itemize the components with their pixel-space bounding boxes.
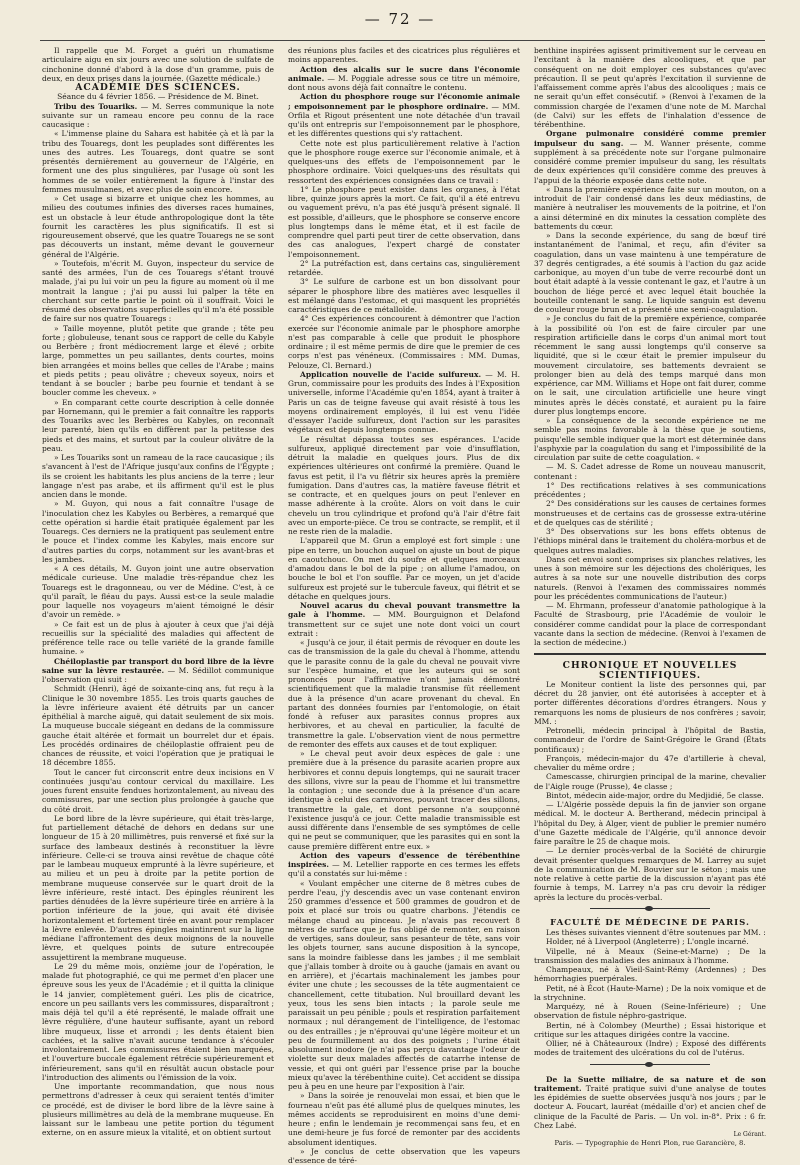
paragraph-text: — M. Letellier rapporte en ces termes les effets qu'il a constatés sur lui-même : — [288, 860, 520, 879]
paragraph — [534, 1002, 766, 1021]
paragraph-text: « Dans la première expérience faite sur un mouton, on a introduit de l'air condensé dans les deux médiastins, de manière à neutraliser les mouvements de la poitrine, et l'on a ainsi déterminé en dix minutes la cessation complète des battements du cœur. — [534, 184, 766, 231]
paragraph-text: — L'Algérie possède depuis la fin de janvier son organe médical. M. le docteur A. Bertherand, médecin principal à l'hôpital du Dey, à Alger, vient de publier le premier numéro d'une Gazette médicale de l'Algérie, qu'il annonce devoir faire paraître le 25 de chaque mois. — [534, 800, 766, 846]
paragraph-text: « A ces détails, M. Guyon joint une autre observation médicale curieuse. Une maladie très-répandue chez les Touaregs est le dragonneau, ou ver de Médine. C'est, à ce qu'il paraît, le fléau du pays. Aussi est-ce la seule maladie pour laquelle nos voyageurs m'aient témoigné le désir d'avoir un remède. » — [42, 564, 274, 620]
paragraph-text: — M. Poggiale adresse sous ce titre un mémoire, dont nous avons déjà fait connaître le contenu. — [288, 73, 520, 92]
paragraph-text: Dans cet envoi sont comprises six planches relatives, les unes à son mémoire sur les déjections des cholériques, les autres à sa note sur une nouvelle distribution des corps naturels. (Renvoi à l'examen des commissaires nommés pour les précédentes communications de l'auteur.) — [534, 554, 766, 601]
runin-title: Action des alcalis sur le sucre dans l'économie animale. — [288, 64, 520, 83]
paragraph — [534, 1021, 766, 1040]
paragraph-text: Champeaux, né à Vieil-Saint-Rémy (Ardennes) ; Des hémorrhagies puerpérales. — [534, 965, 766, 984]
paragraph-text: » En comparant cette courte description à celle donnée par Hornemann, qui le premier a fait connaître les rapports des Touariks avec les Berbères ou Kabyles, on reconnaît leur parenté, bien qu'ils en diffèrent par la petitesse des pieds et des mains, et surtout par la couleur olivâtre de la peau. — [42, 397, 274, 453]
paragraph-text: » Taille moyenne, plutôt petite que grande ; tête peu forte ; globuleuse, tenant sous ce rapport de celle du Kabyle ou Berbère ; front médiocrement large et élevé ; orbite large, pommettes un peu saillantes, dents courtes, moins bien arrangées et moins belles que celles de l'Arabe ; mains et pieds petits ; peau olivâtre ; cheveux soyeux, noirs et tendant à se boucler ; barbe peu fournie et tendant à se boucler comme les cheveux. » — [42, 323, 274, 398]
paragraph — [534, 937, 766, 946]
paragraph-text: — M. Serres communique la note suivante sur un rameau encore peu connu de la race caucasique : — [42, 101, 274, 129]
paragraph-text: FACULTÉ DE MÉDECINE DE PARIS. — [550, 917, 750, 928]
paragraph — [288, 1147, 520, 1165]
paragraph-text: L'appareil que M. Grun a employé est fort simple : une pipe en terre, un bouchon auquel on ajuste un bout de pique en caoutchouc. On met du soufre et quelques morceaux d'amadou dans le bol de la pipe ; on allume l'amadou, on bouche le bol et l'on souffle. Par ce moyen, un jet d'acide sulfureux est projeté sur le tubercule faveux, qui flétrit et se détache en quelques jours. — [288, 536, 520, 601]
paragraph — [288, 185, 520, 259]
paragraph — [288, 1091, 520, 1147]
paragraph-text: 3° Le sulfure de carbone est un bon dissolvant pour séparer le phosphore libre des matières avec lesquelles il est mélangé dans l'estomac, et qui masquent les propriétés caractéristiques de ce métalloïde. — [288, 277, 520, 314]
section-heading — [42, 83, 274, 92]
paragraph-text: — M. Wanner présente, comme supplément à sa précédente note sur l'organe pulmonaire considéré comme premier impulseur du sang, les résultats de deux expériences qu'il considère comme des preuves à l'appui de la théorie exposée dans cette note. — [534, 138, 766, 185]
paragraph-text: 1° Le phosphore peut exister dans les organes, à l'état libre, quinze jours après la mort. Ce fait, qu'il a été entrevu ou vaguement prévu, n'a pas été jusqu'à présent signalé. Il est possible, d'ailleurs, que le phosphore se conserve encore plus longtemps dans le même état, et il est facile de comprendre quel parti peut tirer de cette observation, dans des cas analogues, l'expert chargé de constater l'empoisonnement. — [288, 184, 520, 259]
paragraph — [534, 947, 766, 966]
paragraph-text: « L'immense plaine du Sahara est habitée çà et là par la tribu des Touaregs, dont les peuplades sont différentes les unes des autres. Les Touaregs, dont quatre se sont présentés dernièrement au gouverneur de l'Algérie, en forment une des plus singulières, par l'usage où sont les hommes de se voiler entièrement la figure à l'instar des femmes musulmanes, et avec plus de soin encore. — [42, 129, 274, 194]
paragraph-text: Bertin, né à Colombey (Meurthe) ; Essai historique et critique sur les attaques dirigées contre la vaccine. — [534, 1020, 766, 1039]
paragraph — [288, 46, 520, 65]
paragraph-text: 2° Des considérations sur les causes de certaines formes monstrueuses et de certains cas de grossesse extra-utérine et de quelques cas de stérilité ; — [534, 499, 766, 527]
runin-title: Nouvel acarus du cheval pouvant transmettre la gale à l'homme. — [288, 601, 520, 620]
paragraph — [42, 1082, 274, 1138]
paragraph-text: Petit, né à Écot (Haute-Marne) ; De la noix vomique et de la strychnine. — [534, 983, 766, 1002]
runin-title: Action des vapeurs d'essence de térébenthine inspirées. — [288, 850, 520, 869]
runin-title: Chéiloplastie par transport du bord libre de la lèvre saine sur la lèvre restaurée. — [42, 656, 274, 675]
paragraph — [42, 564, 274, 620]
paragraph-text: » Dans la seconde expérience, du sang de bœuf tiré instantanément de l'animal, et reçu, afin d'éviter sa coagulation, dans un vase maintenu à une température de 37 degrés centigrades, a été soumis à l'action du gaz acide carbonique, au moyen d'un tube de verre recourbé dont un bout était adapté à la vessie contenant le gaz, et l'autre à un bouchon de liége percé et avec lequel était bouchée la bouteille contenant le sang. Le liquide sanguin est devenu de couleur rouge brun et a présenté une semi-coagulation. — [534, 231, 766, 314]
section-heading — [534, 661, 766, 680]
column-left — [42, 46, 274, 1138]
paragraph-text: Camescasse, chirurgien principal de la marine, chevalier de l'Aigle rouge (Prusse), 4e classe ; — [534, 772, 766, 791]
runin-title: Tribu des Touariks. — [54, 101, 138, 111]
paragraph — [42, 398, 274, 454]
paragraph — [534, 555, 766, 601]
paragraph-text: Paris. — Typographie de Henri Plon, rue Garancière, 8. — [554, 1139, 746, 1148]
paragraph-text: » Les Touariks sont un rameau de la race caucasique ; ils s'avancent à l'est de l'Afrique jusqu'aux confins de l'Égypte ; ils se croient les habitants les plus anciens de la terre ; leur langage n'est pas arabe, et ils affirment qu'il est le plus ancien dans le monde. — [42, 453, 274, 499]
paragraph-text: » M. Guyon, qui nous a fait connaître l'usage de l'inoculation chez les Kabyles ou Berbères, a remarqué que cette opération si hardie était pratiquée également par les Touaregs. Ces derniers ne la pratiquent pas seulement entre le pouce et l'index comme les Kabyles, mais encore sur d'autres parties du corps, notamment sur les avant-bras et les jambes. — [42, 499, 274, 564]
paragraph — [534, 481, 766, 500]
paragraph — [534, 416, 766, 462]
paragraph — [288, 92, 520, 138]
paragraph-text: « Voulant empêcher une citerne de 8 mètres cubes de perdre l'eau, j'y descendis avec un vase contenant environ 250 grammes d'essence et 500 grammes de goudron et de poix et placé sur trois ou quatre charbons. J'étendis ce mélange chaud au pinceau. Je n'avais pas recouvert 8 mètres de surface que je fus obligé de remonter, en raison de vertiges, sans douleur, sans pesanteur de tête, sans voir les objets tourner, sans aucune disposition à la syncope, sans la moindre faiblesse dans les jambes ; il me semblait que j'allais tomber à droite ou à gauche (jamais en avant ou en arrière), et j'écartais machinalement les jambes pour éviter une chute ; les secousses de la tête augmentaient ce chancellement, cette titubation. Nul brouillard devant les yeux, tous les sens bien intacts ; la parole seule me paraissait un peu pénible ; pouls et respiration parfaitement normaux ; nul dérangement de l'intelligence, de l'estomac ou des entrailles ; je n'éprouvai qu'une légère moiteur et un peu de fourmillement au dos des poignets ; l'urine était absolument inodore (je n'ai pas perçu davantage l'odeur de violette sur deux malades affectés de catarrhe intense de vessie, et qui ont guéri par l'essence prise par la bouche mieux qu'avec la térébenthine cuite). Cet accident se dissipa peu à peu en une heure par l'exposition à l'air. — [288, 878, 520, 1091]
imprint-line — [534, 1139, 766, 1148]
paragraph — [534, 1075, 766, 1131]
paragraph — [534, 527, 766, 555]
column-right — [534, 46, 766, 1148]
paragraph-text: benthine inspirées agissent primitivement sur le cerveau en l'excitant à la manière des alcooliques, et que par conséquent on ne doit employer ces substances qu'avec précaution. Il se peut qu'après l'excitation il survienne de l'affaissement comme après l'abus des alcooliques ; mais ce ne serait qu'un effet consécutif. » (Renvoi à l'examen de la commission chargée de l'examen d'une note de M. Marchal (de Calvi) sur les effets de l'inhalation d'essence de térébenthine. — [534, 46, 766, 129]
paragraph-text: — MM. Orfila et Rigout présentent une note détachée d'un travail qu'ils ont entrepris sur l'empoisonnement par le phosphore, et les différentes questions qui s'y rattachent. — [288, 101, 521, 139]
paragraph — [288, 65, 520, 93]
paragraph-text: Schmidt (Henri), âgé de soixante-cinq ans, fut reçu à la Clinique le 30 novembre 1855. Les trois quarts gauches de la lèvre inférieure avaient été détruits par un cancer épithélial à marche aiguë, qui datait seulement de six mois. La muqueuse buccale siégeant en dedans de la commissure gauche était altérée et formait un bourrelet dur et épais. Les procédés ordinaires de chéiloplastie offraient peu de chances de réussite, et voici l'opération que je pratiquai le 18 décembre 1855. — [42, 684, 274, 768]
paragraph-text: Cette note est plus particulièrement relative à l'action que le phosphore rouge exerce sur l'économie animale, et à quelques-uns des effets de l'empoisonnement par le phosphore ordinaire. Voici quelques-uns des résultats qui ressortent des expériences consignées dans ce travail : — [288, 138, 520, 185]
paragraph-text: » Ce fait est un de plus à ajouter à ceux que j'ai déjà recueillis sur la spécialité des maladies qui affectent de préférence telle race ou telle variété de la grande famille humaine. » — [42, 619, 274, 657]
paragraph-text: Le 29 du même mois, onzième jour de l'opération, le malade fut photographié, ce qui me permet d'en placer une épreuve sous les yeux de l'Académie ; et il quitta la clinique le 14 janvier, complètement guéri. Les plis de cicatrice, encore un peu saillants vers les commissures, disparaîtront ; mais déjà tel qu'il a été représenté, le malade offrait une lèvre régulière, d'une hauteur suffisante, ayant un rebord libre muqueux, lisse et arrondi ; les dents étaient bien cachées, et la salive n'avait aucune tendance à s'écouler involontairement. Les commissures étaient bien marquées, et l'ouverture buccale également rétrécie supérieurement et inférieurement, sans qu'il en résultât aucun obstacle pour l'introduction des aliments ou l'émission de la voix. — [42, 961, 274, 1082]
paragraph — [288, 370, 520, 435]
section-divider — [590, 908, 710, 913]
gerant-line — [534, 1130, 766, 1139]
paragraph — [42, 46, 274, 83]
paragraph — [42, 129, 274, 194]
paragraph — [534, 791, 766, 800]
paragraph — [288, 638, 520, 749]
paragraph — [42, 102, 274, 130]
paragraph-text: 3° Des observations sur les bons effets obtenus de l'éthiops minéral dans le traitement du choléra-morbus et de quelques autres maladies. — [534, 527, 766, 555]
paragraph — [288, 139, 520, 185]
paragraph — [42, 768, 274, 814]
paragraph-text: Ollier, né à Châteauroux (Indre) ; Exposé des différents modes de traitement des ulcérations du col de l'utérus. — [534, 1039, 766, 1058]
paragraph-text: Traité pratique suivi d'une analyse de toutes les épidémies de suette observées jusqu'à nos jours ; par le docteur A. Foucart, lauréat (médaille d'or) et ancien chef de clinique de la Faculté de Paris. — Un vol. in-8°. Prix : 6 fr. Chez Labé. — [534, 1083, 766, 1130]
paragraph — [534, 499, 766, 527]
paragraph — [534, 772, 766, 791]
paragraph-text: Une importante recommandation, que nous nous permettrons d'adresser à ceux qui seraient tentés d'imiter ce procédé, est de diviser le bord libre de la lèvre saine à plusieurs millimètres au delà de la membrane muqueuse. En laissant sur le lambeau une petite portion du tégument externe, on en assure mieux la vitalité, et on obtient surtout — [42, 1082, 274, 1138]
paragraph-text: « Jusqu'à ce jour, il était permis de révoquer en doute les cas de transmission de la gale du cheval à l'homme, attendu que le parasite connu de la gale du cheval ne pouvait vivre sur l'espèce humaine, et que les auteurs qui se sont prononcés pour l'affirmative n'ont jamais démontré scientifiquement que la maladie transmise fût réellement due à la présence d'un acare provenant du cheval. En partant des données fournies par l'entomologie, on était fondé à refuser aux parasites connus propres aux herbivores, et au cheval en particulier, la faculté de transmettre la gale. L'observation vient de nous permettre de remonter des effets aux causes et de tout expliquer. — [288, 638, 520, 749]
paragraph-text: Bintot, médecin aide-major, ordre du Medjidié, 5e classe. — [546, 790, 764, 800]
paragraph-text: 2° La putréfaction est, dans certains cas, singulièrement retardée. — [288, 258, 520, 277]
paragraph-text: Il rappelle que M. Forget a guéri un rhumatisme articulaire aigu en six jours avec une solution de sulfate de cinchonine donné d'abord à la dose d'un gramme, puis de deux, en deux prises dans la journée. (Gazette médicale.) — [42, 46, 274, 83]
paragraph — [288, 536, 520, 601]
paragraph — [534, 601, 766, 647]
paragraph — [534, 846, 766, 902]
page-number: — 72 — — [364, 10, 436, 28]
paragraph — [534, 231, 766, 314]
paragraph — [42, 657, 274, 685]
paragraph — [42, 453, 274, 499]
paragraph-text: — M. Ehrmann, professeur d'anatomie pathologique à la Faculté de Strasbourg, prie l'Académie de vouloir le considérer comme candidat pour la place de correspondant vacante dans la section de médecine. (Renvoi à l'examen de la section de médecine.) — [534, 601, 766, 647]
paragraph-text: Le résultat dépassa toutes ses espérances. L'acide sulfureux, appliqué directement par voie d'insufflation, détruit la maladie en quelques jours. Plus de dix expériences ultérieures ont confirmé la première. Quand le favus est petit, il l'a vu flétrir six heures après la première fumigation. Dans d'autres cas, la matière faveuse flétrit et se contracte, et en quelques jours on peut l'enlever en masse adhérente à la croûte. Alors on voit dans le cuir chevelu un trou cylindrique et profond qu'à l'air d'être fait avec un emporte-pièce. Ce trou se contracte, se remplit, et il ne reste rien de la maladie. — [288, 434, 520, 536]
section-heading — [534, 919, 766, 928]
paragraph-text: Le Moniteur contient la liste des personnes qui, par décret du 28 janvier, ont été autorisées à accepter et à porter différentes décorations d'ordres étrangers. Nous y remarquons les noms de plusieurs de nos confrères ; savoir, MM. : — [534, 679, 766, 726]
runin-title: Organe pulmonaire considéré comme premier impulseur du sang. — [534, 129, 766, 148]
paragraph — [288, 277, 520, 314]
paragraph-text: » Le cheval peut avoir deux espèces de gale : une première due à la présence du parasite acarien propre aux herbivores et connu depuis longtemps, qui ne saurait tracer des sillons, vivre sur la peau de l'homme et lui transmettre la contagion ; une seconde due à la présence d'un acare identique à celui des carnivores, pouvant tracer des sillons, transmettre la gale, et dont personne n'a soupçonné l'existence jusqu'à ce jour. Cette maladie transmissible est aussi différente dans l'ensemble de ses symptômes de celle qui ne peut se communiquer, que les parasites qui en sont la cause première diffèrent entre eux. » — [288, 749, 520, 851]
paragraph-text: — M. S. Cadet adresse de Rome un nouveau manuscrit, contenant : — [534, 462, 766, 481]
paragraph — [288, 259, 520, 278]
column-middle — [288, 46, 521, 1165]
paragraph-text: ACADÉMIE DES SCIENCES. — [75, 82, 241, 93]
paragraph-text: » Dans la soirée je renouvelai mon essai, et bien que le fourneau n'eût pas été allumé plus de quelques minutes, les mêmes accidents se reproduisirent en moins d'une demi-heure ; enfin le lendemain je recommençai sans feu, et en une demi-heure je fus forcé de remonter par des accidents absolument identiques. — [288, 1091, 520, 1147]
paragraph — [534, 1039, 766, 1058]
paragraph-text: Tout le cancer fut circonscrit entre deux incisions en V continuées jusqu'au contour cervical du maxillaire. Les joues furent ensuite fendues horizontalement, au niveau des commissures, par une section plus prolongée à gauche que du côté droit. — [42, 767, 274, 814]
paragraph — [42, 814, 274, 962]
paragraph-text: des réunions plus faciles et des cicatrices plus régulières et moins apparentes. — [288, 46, 520, 65]
paragraph-text: — M. H. Grun, commissaire pour les produits des Indes à l'Exposition universelle, informe l'Académie qu'en 1854, ayant à traiter à Paris un cas de teigne faveuse qui avait résisté à tous les moyens ordinairement employés, il lui est venu l'idée d'essayer l'acide sulfureux, dont l'action sur les parasites végétaux est depuis longtemps connue. — [288, 369, 520, 435]
paragraph — [534, 800, 766, 846]
paragraph — [288, 435, 520, 537]
paragraph — [534, 754, 766, 773]
paragraph — [534, 680, 766, 726]
paragraph — [288, 851, 520, 879]
paragraph — [42, 620, 274, 657]
paragraph-text: » La conséquence de la seconde expérience ne me semble pas moins favorable à la thèse que je soutiens, puisqu'elle semble indiquer que la mort est déterminée dans l'asphyxie par la coagulation du sang et l'impossibilité de la circulation par suite de cette coagulation. « — [534, 416, 766, 462]
paragraph — [42, 259, 274, 324]
paragraph-text: Séance du 4 février 1856. — Présidence de M. Binet. — [57, 92, 259, 102]
paragraph — [42, 499, 274, 564]
paragraph — [288, 601, 520, 638]
paragraph-text: » Cet usage si bizarre et unique chez les hommes, au milieu des coutumes infinies des diverses races humaines, est un obstacle à leur étude anthropologique dont la tête fournit les caractères les plus significatifs. Il est si rigoureusement observé, que les quatre Touaregs ne se sont pas découverts un instant, même devant le gouverneur général de l'Algérie. — [42, 194, 274, 259]
paragraph — [288, 879, 520, 1092]
runin-title: Action du phosphore rouge sur l'économie animale ; empoisonnement par le phosphore ordinaire. — [288, 92, 520, 111]
runin-title: De la Suette miliaire, de sa nature et de son traitement. — [534, 1074, 766, 1093]
paragraph — [288, 749, 520, 851]
paragraph — [42, 684, 274, 767]
paragraph-text: CHRONIQUE ET NOUVELLES SCIENTIFIQUES. — [562, 660, 738, 681]
section-divider — [590, 1064, 710, 1069]
paragraph — [534, 965, 766, 984]
paragraph-text: » Je conclus du fait de la première expérience, comparée à la possibilité où l'on est de faire circuler par une respiration artificielle dans le corps d'un animal mort tout récemment le sang aussi longtemps qu'il conserve sa liquidité, que si le cœur était le premier impulseur du mouvement circulatoire, ses battements devraient se prolonger bien au delà des temps marqué dans mon expérience, car MM. Williams et Hope ont fait durer, comme on le sait, une circulation artificielle une heure vingt minutes après le décès constaté, et auraient pu la faire durer plus longtemps encore. — [534, 314, 766, 416]
paragraph — [534, 314, 766, 416]
header-rule — [40, 40, 765, 41]
paragraph — [42, 962, 274, 1082]
paragraph — [534, 984, 766, 1003]
paragraph — [288, 314, 520, 370]
paragraph — [534, 185, 766, 231]
paragraph — [534, 462, 766, 481]
paragraph-text: — MM. Bourguignon et Delafond transmettent sur ce sujet une note dont voici un court extrait : — [288, 610, 520, 638]
session-line — [42, 92, 274, 101]
paragraph-text: » Je conclus de cette observation que les vapeurs d'essence de téré- — [288, 1146, 520, 1165]
paragraph — [534, 726, 766, 754]
paragraph-text: — M. Sédillot communique l'observation qui suit : — [42, 665, 274, 684]
paragraph — [42, 194, 274, 259]
paragraph-text: Le Gérant. — [733, 1131, 766, 1138]
paragraph-text: Petronelli, médecin principal à l'hôpital de Bastia, commandeur de l'ordre de Saint-Grégoire le Grand (États pontificaux) ; — [534, 726, 766, 754]
section-rule — [534, 653, 766, 655]
paragraph-text: Holder, né à Liverpool (Angleterre) ; L'ongle incarné. — [546, 937, 749, 947]
paragraph-text: Les thèses suivantes viennent d'être soutenues par MM. : — [546, 928, 766, 937]
paragraph-text: Le bord libre de la lèvre supérieure, qui était très-large, fut partiellement détaché de dehors en dedans sur une longueur de 15 à 20 millimètres, puis renversé et fixé sur la surface des lambeaux destinés à reconstituer la lèvre inférieure. Celle-ci se trouva ainsi revêtue de chaque côté par le lambeau muqueux emprunté à la lèvre supérieure, et au milieu et un peu à droite par la petite portion de membrane muqueuse conservée sur le quart droit de la lèvre inférieure, resté intact. Des épingles réunirent les parties dénudées de la lèvre supérieure tirée en arrière à la portion inférieure de la joue, qui avait été divisée horizontalement et fortement tirée en avant pour remplacer la lèvre enlevée. D'autres épingles maintinrent sur la ligne médiane l'affrontement des deux moignons de la nouvelle lèvre, et quelques points de suture entrecoupée assujettirent la membrane muqueuse. — [42, 813, 274, 962]
paragraph-text: — Le dernier procès-verbal de la Société de chirurgie devait présenter quelques remarques de M. Larrey au sujet de la communication de M. Bouvier sur le séton ; mais une note relative à cette partie de la discussion n'ayant pas été fournie à temps, M. Larrey n'a pas cru devoir la rédiger après la lecture du procès-verbal. — [534, 846, 766, 902]
paragraph-text: 4° Ces expériences concourent à démontrer que l'action exercée sur l'économie animale par le phosphore amorphe n'est pas comparable à celle que produit le phosphore ordinaire ; il est même permis de dire que le premier de ces corps n'est pas vénéneux. (Commissaires : MM. Dumas, Pelouze, Cl. Bernard.) — [288, 314, 520, 370]
paragraph — [534, 928, 766, 937]
paragraph-text: François, médecin-major du 47e d'artillerie à cheval, chevalier du même ordre ; — [534, 753, 766, 772]
paragraph — [534, 129, 766, 185]
paragraph-text: Vilpelle, né à Meaux (Seine-et-Marne) ; De la transmission des maladies des animaux à l'homme. — [534, 946, 766, 965]
paragraph-text: Marquézy, né à Rouen (Seine-Inférieure) ; Une observation de fistule néphro-gastrique. — [534, 1002, 766, 1021]
runin-title: Application nouvelle de l'acide sulfureux. — [300, 369, 482, 379]
paragraph — [534, 46, 766, 129]
paragraph-text: 1° Des rectifications relatives à ses communications précédentes ; — [534, 480, 766, 499]
paragraph-text: » Toutefois, m'écrit M. Guyon, inspecteur du service de santé des armées, l'un de ces Touaregs s'étant trouvé malade, j'ai pu lui voir un peu la figure au moment où il me montrait la langue ; j'ai pu aussi lui palper la tête en cherchant sur cette partie le point où il souffrait. Voici le résumé des observations superficielles qu'il m'a été possible de faire sur nos quatre Touaregs : — [42, 258, 274, 324]
paragraph — [42, 324, 274, 398]
